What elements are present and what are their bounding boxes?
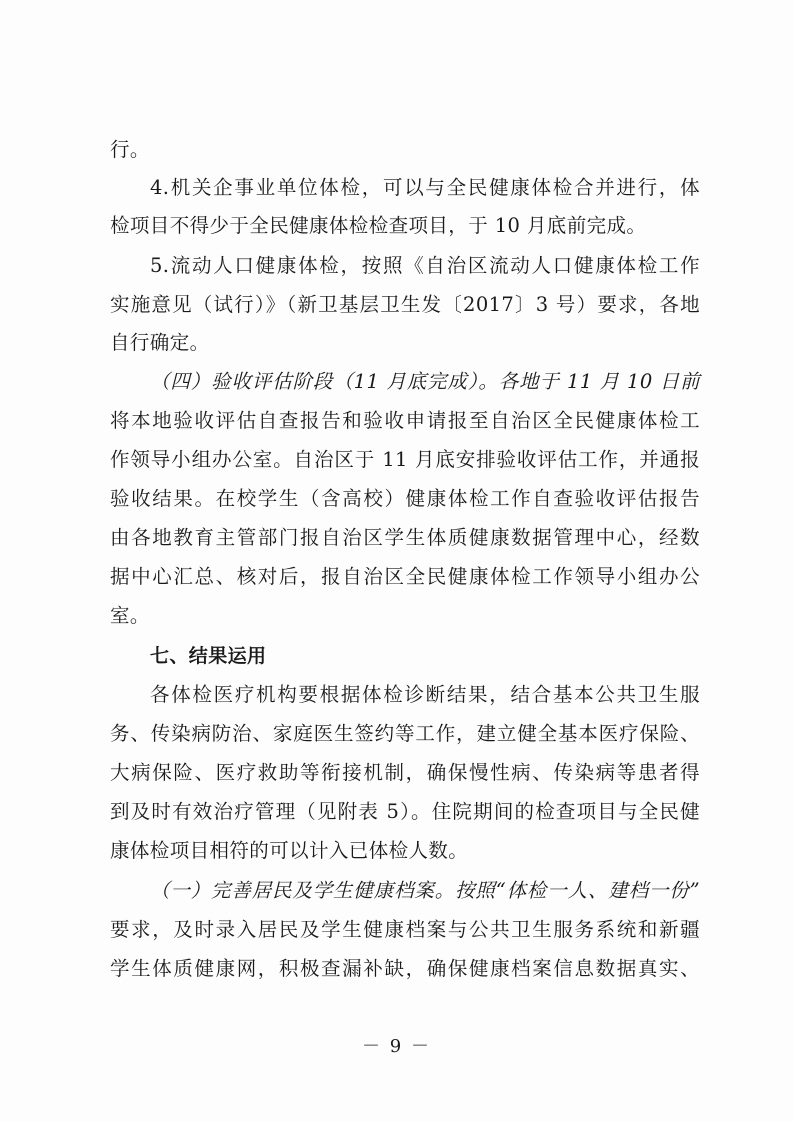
paragraph-line: 检项目不得少于全民健康体检检查项目，于 10 月底前完成。 [110, 214, 647, 237]
paragraph-line: 5.流动人口健康体检，按照《自治区流动人口健康体检工作 [150, 254, 700, 277]
paragraph-line: 务、传染病防治、家庭医生签约等工作，建立健全基本医疗保险、 [110, 722, 700, 745]
paragraph-line: 到及时有效治疗管理（见附表 5）。住院期间的检查项目与全民健 [110, 800, 700, 823]
paragraph-line: 4.机关企事业单位体检，可以与全民健康体检合并进行，体 [150, 176, 700, 199]
paragraph-line: 康体检项目相符的可以计入已体检人数。 [110, 839, 469, 862]
chapter-heading: 七、结果运用 [150, 645, 267, 667]
paragraph-line: 将本地验收评估自查报告和验收申请报至自治区全民健康体检工 [110, 409, 700, 432]
paragraph-line: 大病保险、医疗救助等衔接机制，确保慢性病、传染病等患者得 [110, 761, 700, 784]
paragraph-line: 学生体质健康网，积极查漏补缺，确保健康档案信息数据真实、 [110, 957, 700, 980]
paragraph-line: 室。 [110, 604, 150, 627]
paragraph-line: 要求，及时录入居民及学生健康档案与公共卫生服务系统和新疆 [110, 918, 700, 941]
paragraph-line: 自行确定。 [110, 331, 210, 354]
section-heading-line: （四）验收评估阶段（11 月底完成）。各地于 11 月 10 日前 [150, 370, 700, 393]
paragraph-line: 据中心汇总、核对后，报自治区全民健康体检工作领导小组办公 [110, 565, 700, 588]
paragraph-line: 验收结果。在校学生（含高校）健康体检工作自查验收评估报告 [110, 487, 700, 510]
paragraph-line: 行。 [110, 138, 150, 161]
paragraph-line: 实施意见（试行）》（新卫基层卫生发〔2017〕3 号）要求，各地 [110, 293, 700, 316]
paragraph-line: 作领导小组办公室。自治区于 11 月底安排验收评估工作，并通报 [110, 448, 700, 471]
section-heading-line: （一）完善居民及学生健康档案。按照“体检一人、建档一份” [150, 879, 700, 902]
page-number: － 9 － [362, 1036, 431, 1057]
paragraph-line: 由各地教育主管部门报自治区学生体质健康数据管理中心，经数 [110, 526, 700, 549]
paragraph-line: 各体检医疗机构要根据体检诊断结果，结合基本公共卫生服 [150, 683, 700, 706]
